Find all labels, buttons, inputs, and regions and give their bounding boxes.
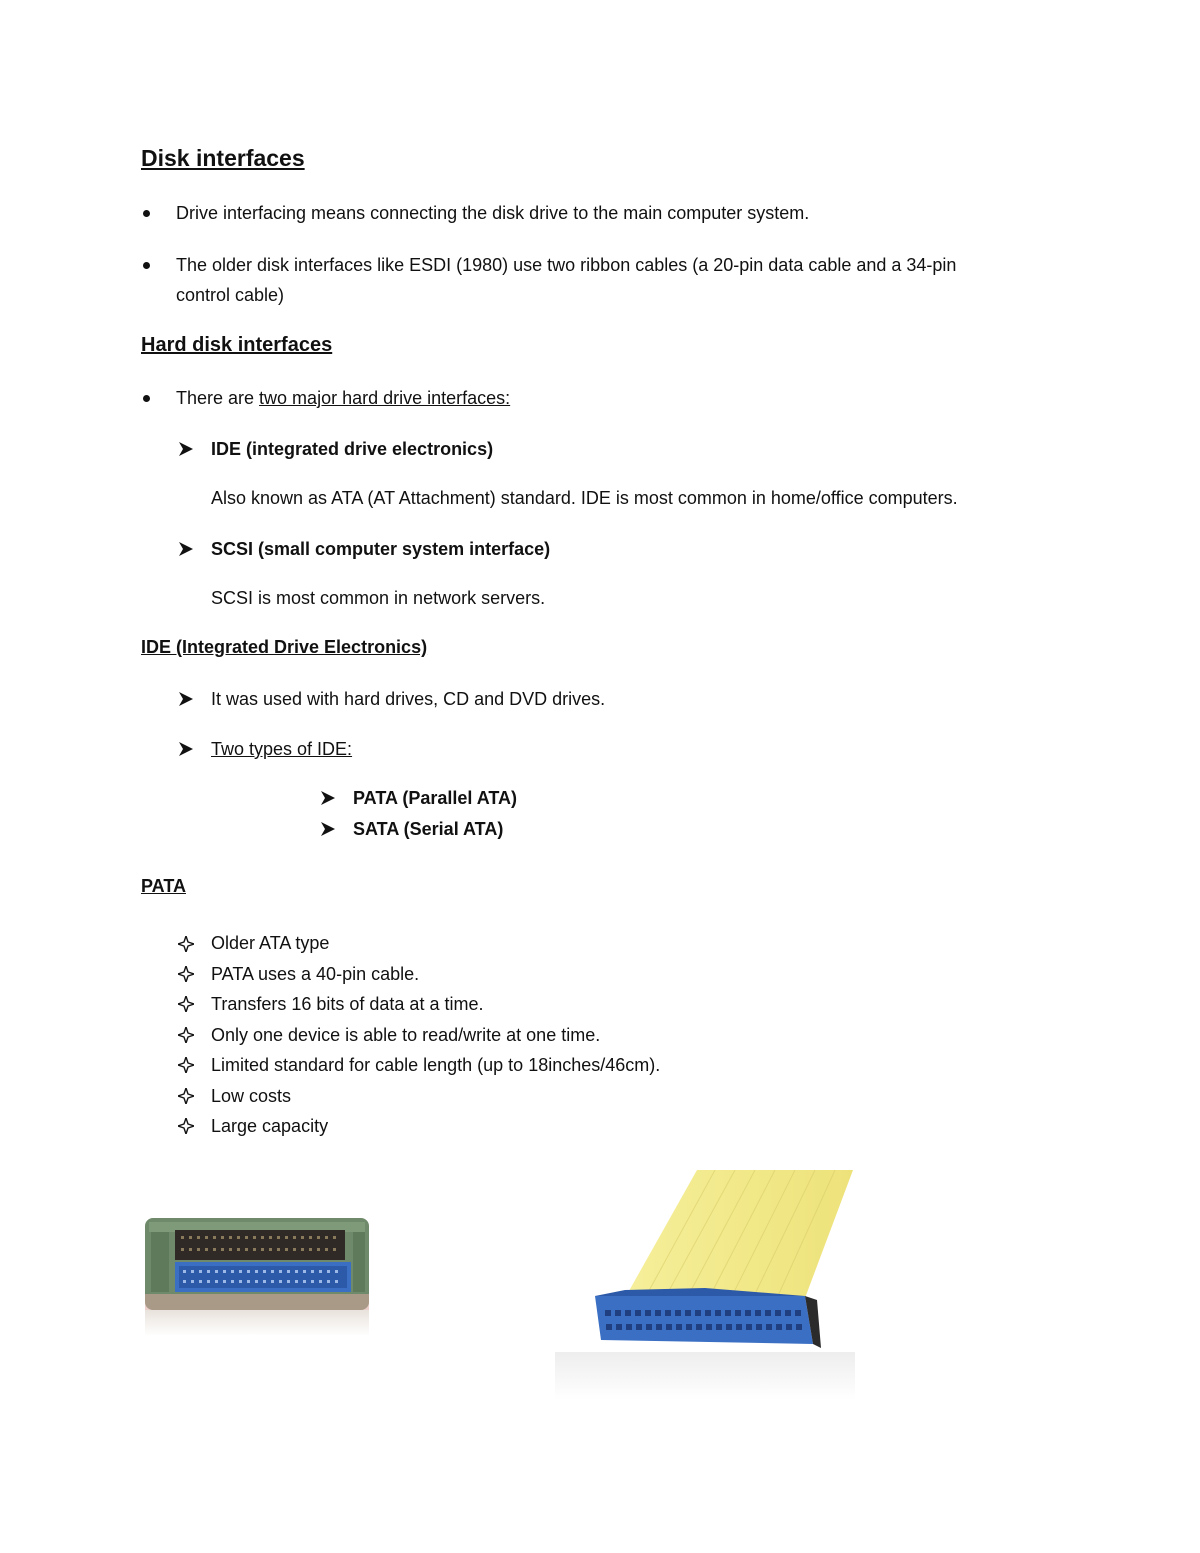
ide-type-item: PATA (Parallel ATA) (353, 788, 518, 808)
heading-disk-interfaces: Disk interfaces (141, 145, 305, 171)
scsi-title: SCSI (small computer system interface) (211, 539, 551, 559)
pata-item: Transfers 16 bits of data at a time. (211, 994, 484, 1014)
bullet-text-continued: control cable) (176, 285, 285, 305)
pata-item: Large capacity (211, 1116, 329, 1136)
bullet-dot-icon (143, 262, 150, 269)
bullet-text (176, 383, 510, 413)
arrow-bullet-icon (178, 541, 194, 557)
arrow-bullet-icon (320, 790, 336, 806)
ide-type-item: SATA (Serial ATA) (353, 819, 504, 839)
pata-item: Only one device is able to read/write at one time. (211, 1025, 601, 1045)
ide-description: Also known as ATA (AT Attachment) standard. IDE is most common in home/office computers. (211, 488, 958, 508)
diamond-bullet-icon (178, 1027, 194, 1043)
diamond-bullet-icon (178, 1088, 194, 1104)
bullet-text: The older disk interfaces like ESDI (1980) use two ribbon cables (a 20-pin data cable and a 34-pin (176, 255, 957, 275)
diamond-bullet-icon (178, 966, 194, 982)
diamond-bullet-icon (178, 1118, 194, 1134)
pata-item: Older ATA type (211, 933, 330, 953)
pata-item: Limited standard for cable length (up to 18inches/46cm). (211, 1055, 661, 1075)
scsi-description: SCSI is most common in network servers. (211, 588, 546, 608)
intro-prefix: There are (176, 388, 260, 408)
ide-item-text: It was used with hard drives, CD and DVD drives. (211, 689, 606, 709)
pata-item: PATA uses a 40-pin cable. (211, 964, 420, 984)
ide-types-label: Two types of IDE: (211, 739, 353, 759)
arrow-bullet-icon (178, 741, 194, 757)
diamond-bullet-icon (178, 996, 194, 1012)
diamond-bullet-icon (178, 936, 194, 952)
arrow-bullet-icon (178, 441, 194, 457)
bullet-text: Drive interfacing means connecting the disk drive to the main computer system. (176, 203, 810, 223)
arrow-bullet-icon (178, 691, 194, 707)
intro-underlined: two major hard drive interfaces: (259, 388, 511, 408)
heading-pata: PATA (141, 876, 186, 896)
diamond-bullet-icon (178, 1057, 194, 1073)
heading-hard-disk-interfaces: Hard disk interfaces (141, 334, 333, 356)
bullet-dot-icon (143, 210, 150, 217)
bullet-dot-icon (143, 395, 150, 402)
pata-ribbon-cable-photo (555, 1170, 855, 1400)
pata-motherboard-connector-photo (145, 1218, 369, 1336)
arrow-bullet-icon (320, 821, 336, 837)
ide-title: IDE (integrated drive electronics) (211, 439, 494, 459)
heading-ide: IDE (Integrated Drive Electronics) (141, 637, 428, 657)
pata-item: Low costs (211, 1086, 292, 1106)
